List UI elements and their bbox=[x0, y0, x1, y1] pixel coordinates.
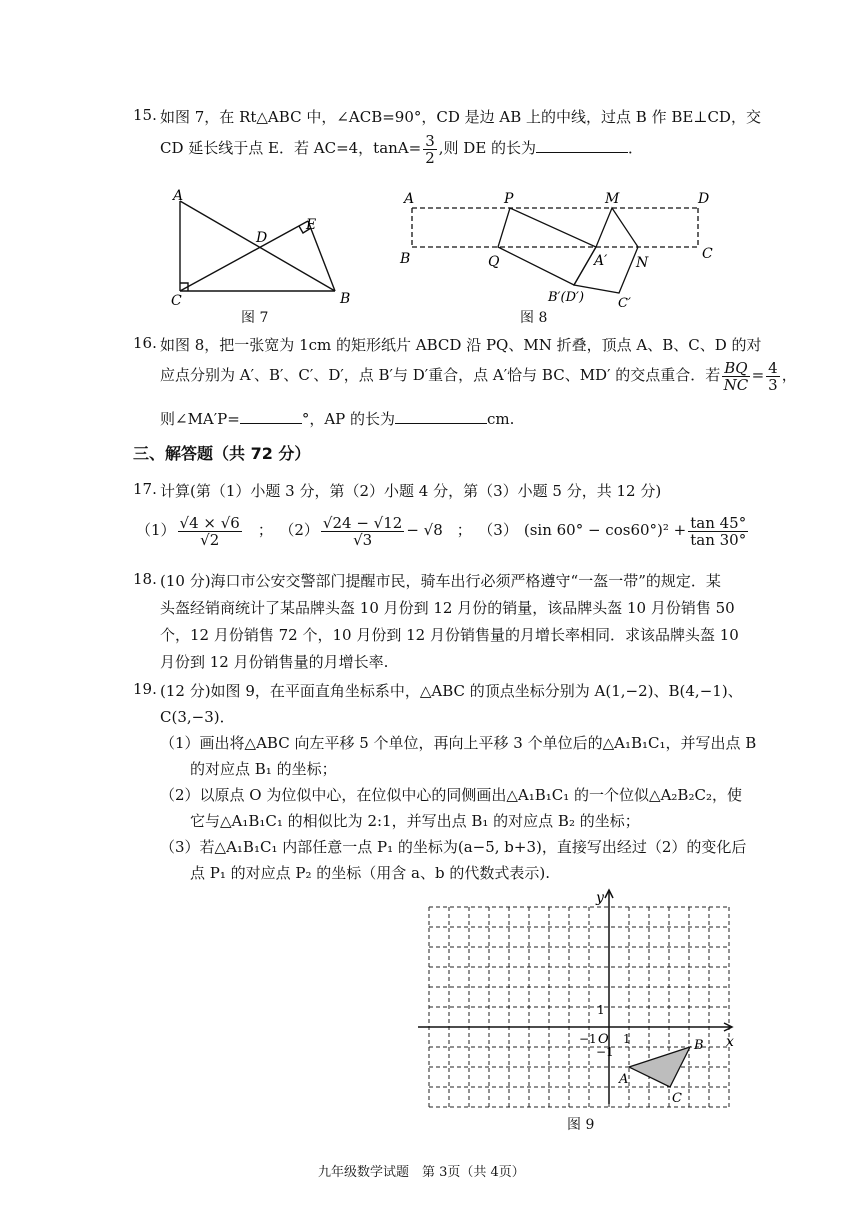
fig8-label-b-d-prime: B′(D′) bbox=[548, 290, 585, 305]
fig8-label-q: Q bbox=[488, 254, 500, 270]
q19-line-2: C(3,−3)． bbox=[160, 708, 235, 726]
q16-line3 bbox=[160, 408, 514, 429]
fig7-label-b: B bbox=[340, 291, 351, 307]
section-3-heading: 三、解答题（共 72 分） bbox=[133, 444, 311, 463]
q17-part3-expr: (sin 60° − cos60°)² + bbox=[523, 521, 687, 539]
q16-equals: = bbox=[751, 366, 765, 384]
q17-sep1: ； bbox=[257, 521, 273, 539]
q17-sep2: ； bbox=[456, 521, 472, 539]
q17-number: 17. bbox=[133, 480, 157, 498]
q16-number: 16. bbox=[133, 334, 157, 352]
q16-fraction-2: $\frac{4}{3}$ bbox=[768, 358, 778, 394]
q17-part2-tail: − √8 bbox=[406, 521, 443, 539]
q15-fraction: $\frac{3}{2}$ bbox=[425, 131, 435, 167]
fig9-label-a: A bbox=[619, 1072, 629, 1087]
fig7-caption: 图 7 bbox=[241, 310, 269, 326]
q16-comma: ， bbox=[781, 366, 797, 384]
fig9-label-neg1y: −1 bbox=[596, 1045, 614, 1059]
fig9-label-c: C bbox=[672, 1091, 682, 1106]
fig9-label-neg1x: −1 bbox=[579, 1032, 597, 1046]
q16-length-blank[interactable] bbox=[395, 423, 487, 424]
figure-8 bbox=[398, 185, 728, 315]
fig8-label-a-prime: A′ bbox=[594, 253, 608, 269]
q15-line2 bbox=[160, 128, 643, 168]
q18-line-1: (10 分)海口市公安交警部门提醒市民，骑车出行必须严格遵守“一盔一带”的规定．某 bbox=[160, 572, 721, 590]
q17-parts bbox=[136, 505, 747, 555]
q19-line-1: (12 分)如图 9，在平面直角坐标系中，△ABC 的顶点坐标分别为 A(1,−2)、B(4,−1)、 bbox=[160, 682, 743, 700]
q16-fraction-1: $\frac{BQ}{NC}$ bbox=[723, 358, 749, 394]
fig9-label-x: x bbox=[726, 1034, 734, 1050]
fig8-label-c-prime: C′ bbox=[618, 296, 631, 311]
fig9-label-b: B bbox=[694, 1038, 704, 1053]
fig8-label-c: C bbox=[702, 246, 713, 262]
q18-line-2: 头盔经销商统计了某品牌头盔 10 月份到 12 月份的销量，该品牌头盔 10 月份销售 50 bbox=[160, 599, 735, 617]
q16-line3-unit: cm. bbox=[487, 410, 515, 428]
q16-angle-blank[interactable] bbox=[240, 423, 302, 424]
q16-line3-text: 则∠MA′P= bbox=[160, 410, 240, 428]
fig7-label-c: C bbox=[171, 293, 182, 309]
q17-part3-fraction: $\frac{\tan 45^\circ}{\tan 30^\circ}$ bbox=[690, 513, 747, 549]
q19-sub3-line-1: （3）若△A₁B₁C₁ 内部任意一点 P₁ 的坐标为(a−5, b+3)，直接写出经过（2）的变化后 bbox=[160, 838, 747, 856]
q17-part3-label: （3） bbox=[485, 521, 518, 539]
q18-number: 18. bbox=[133, 570, 157, 588]
fig9-label-1y: 1 bbox=[597, 1003, 605, 1017]
figure-7 bbox=[160, 185, 360, 315]
fig8-label-d: D bbox=[698, 191, 710, 207]
q15-line1: 如图 7，在 Rt△ABC 中，∠ACB=90°，CD 是边 AB 上的中线，过点 B 作 BE⊥CD，交 bbox=[160, 108, 761, 126]
q16-line2 bbox=[160, 355, 797, 395]
fig7-label-a: A bbox=[173, 188, 184, 204]
q19-sub2-line-2: 它与△A₁B₁C₁ 的相似比为 2:1，并写出点 B₁ 的对应点 B₂ 的坐标； bbox=[190, 812, 640, 830]
q19-sub2-line-1: （2）以原点 O 为位似中心，在位似中心的同侧画出△A₁B₁C₁ 的一个位似△A₂B₂C₂，使 bbox=[160, 786, 742, 804]
fig8-caption: 图 8 bbox=[520, 310, 548, 326]
fig8-label-a: A bbox=[404, 191, 415, 207]
q17-part1-fraction: $\frac{√4 \times √6}{√2}$ bbox=[179, 513, 240, 549]
page-footer: 九年级数学试题 第 3页（共 4页） bbox=[318, 1165, 525, 1180]
fig9-triangle-abc bbox=[629, 1047, 690, 1087]
fig9-caption: 图 9 bbox=[567, 1117, 595, 1133]
q17-text: 计算(第（1）小题 3 分，第（2）小题 4 分，第（3）小题 5 分，共 12 分) bbox=[160, 482, 662, 500]
figure-9-grid bbox=[410, 886, 740, 1116]
q18-line-3: 个，12 月份销售 72 个，10 月份到 12 月份销售量的月增长率相同．求该品牌头盔 10 bbox=[160, 626, 739, 644]
q15-line2-text: CD 延长线于点 E．若 AC=4，tanA= bbox=[160, 139, 422, 157]
q15-end: ． bbox=[628, 139, 644, 157]
q17-part2-fraction: $\frac{√24 - √12}{√3}$ bbox=[322, 513, 403, 549]
fig8-label-n: N bbox=[636, 255, 649, 271]
fig8-label-p: P bbox=[504, 191, 514, 207]
q19-number: 19. bbox=[133, 680, 157, 698]
q19-sub1-line-1: （1）画出将△ABC 向左平移 5 个单位，再向上平移 3 个单位后的△A₁B₁C₁，并写出点 B bbox=[160, 734, 757, 752]
q16-line1: 如图 8，把一张宽为 1cm 的矩形纸片 ABCD 沿 PQ、MN 折叠，顶点 A、B、C、D 的对 bbox=[160, 336, 762, 354]
q17-part1-label: （1） bbox=[136, 521, 176, 539]
q17-part2-label: （2） bbox=[286, 521, 319, 539]
q16-line3-mid: °，AP 的长为 bbox=[301, 410, 396, 428]
fig7-label-d: D bbox=[256, 230, 268, 246]
fig9-label-1x: 1 bbox=[623, 1032, 631, 1046]
q19-sub1-line-2: 的对应点 B₁ 的坐标； bbox=[190, 760, 337, 778]
fig7-label-e: E bbox=[306, 217, 317, 233]
q19-sub3-line-2: 点 P₁ 的对应点 P₂ 的坐标（用含 a、b 的代数式表示). bbox=[190, 864, 550, 882]
q15-line2-tail: ,则 DE 的长为 bbox=[438, 139, 537, 157]
q16-line2-text: 应点分别为 A′、B′、C′、D′，点 B′与 D′重合，点 A′恰与 BC、MD′ 的交点重合．若 bbox=[160, 366, 721, 384]
fig8-label-b: B bbox=[400, 251, 411, 267]
q15-answer-blank[interactable] bbox=[536, 152, 628, 153]
fig9-label-o: O bbox=[598, 1032, 609, 1047]
fig9-label-y: y bbox=[596, 890, 604, 906]
fig8-label-m: M bbox=[605, 191, 620, 207]
q18-line-4: 月份到 12 月份销售量的月增长率. bbox=[160, 653, 389, 671]
q15-number: 15. bbox=[133, 106, 157, 124]
